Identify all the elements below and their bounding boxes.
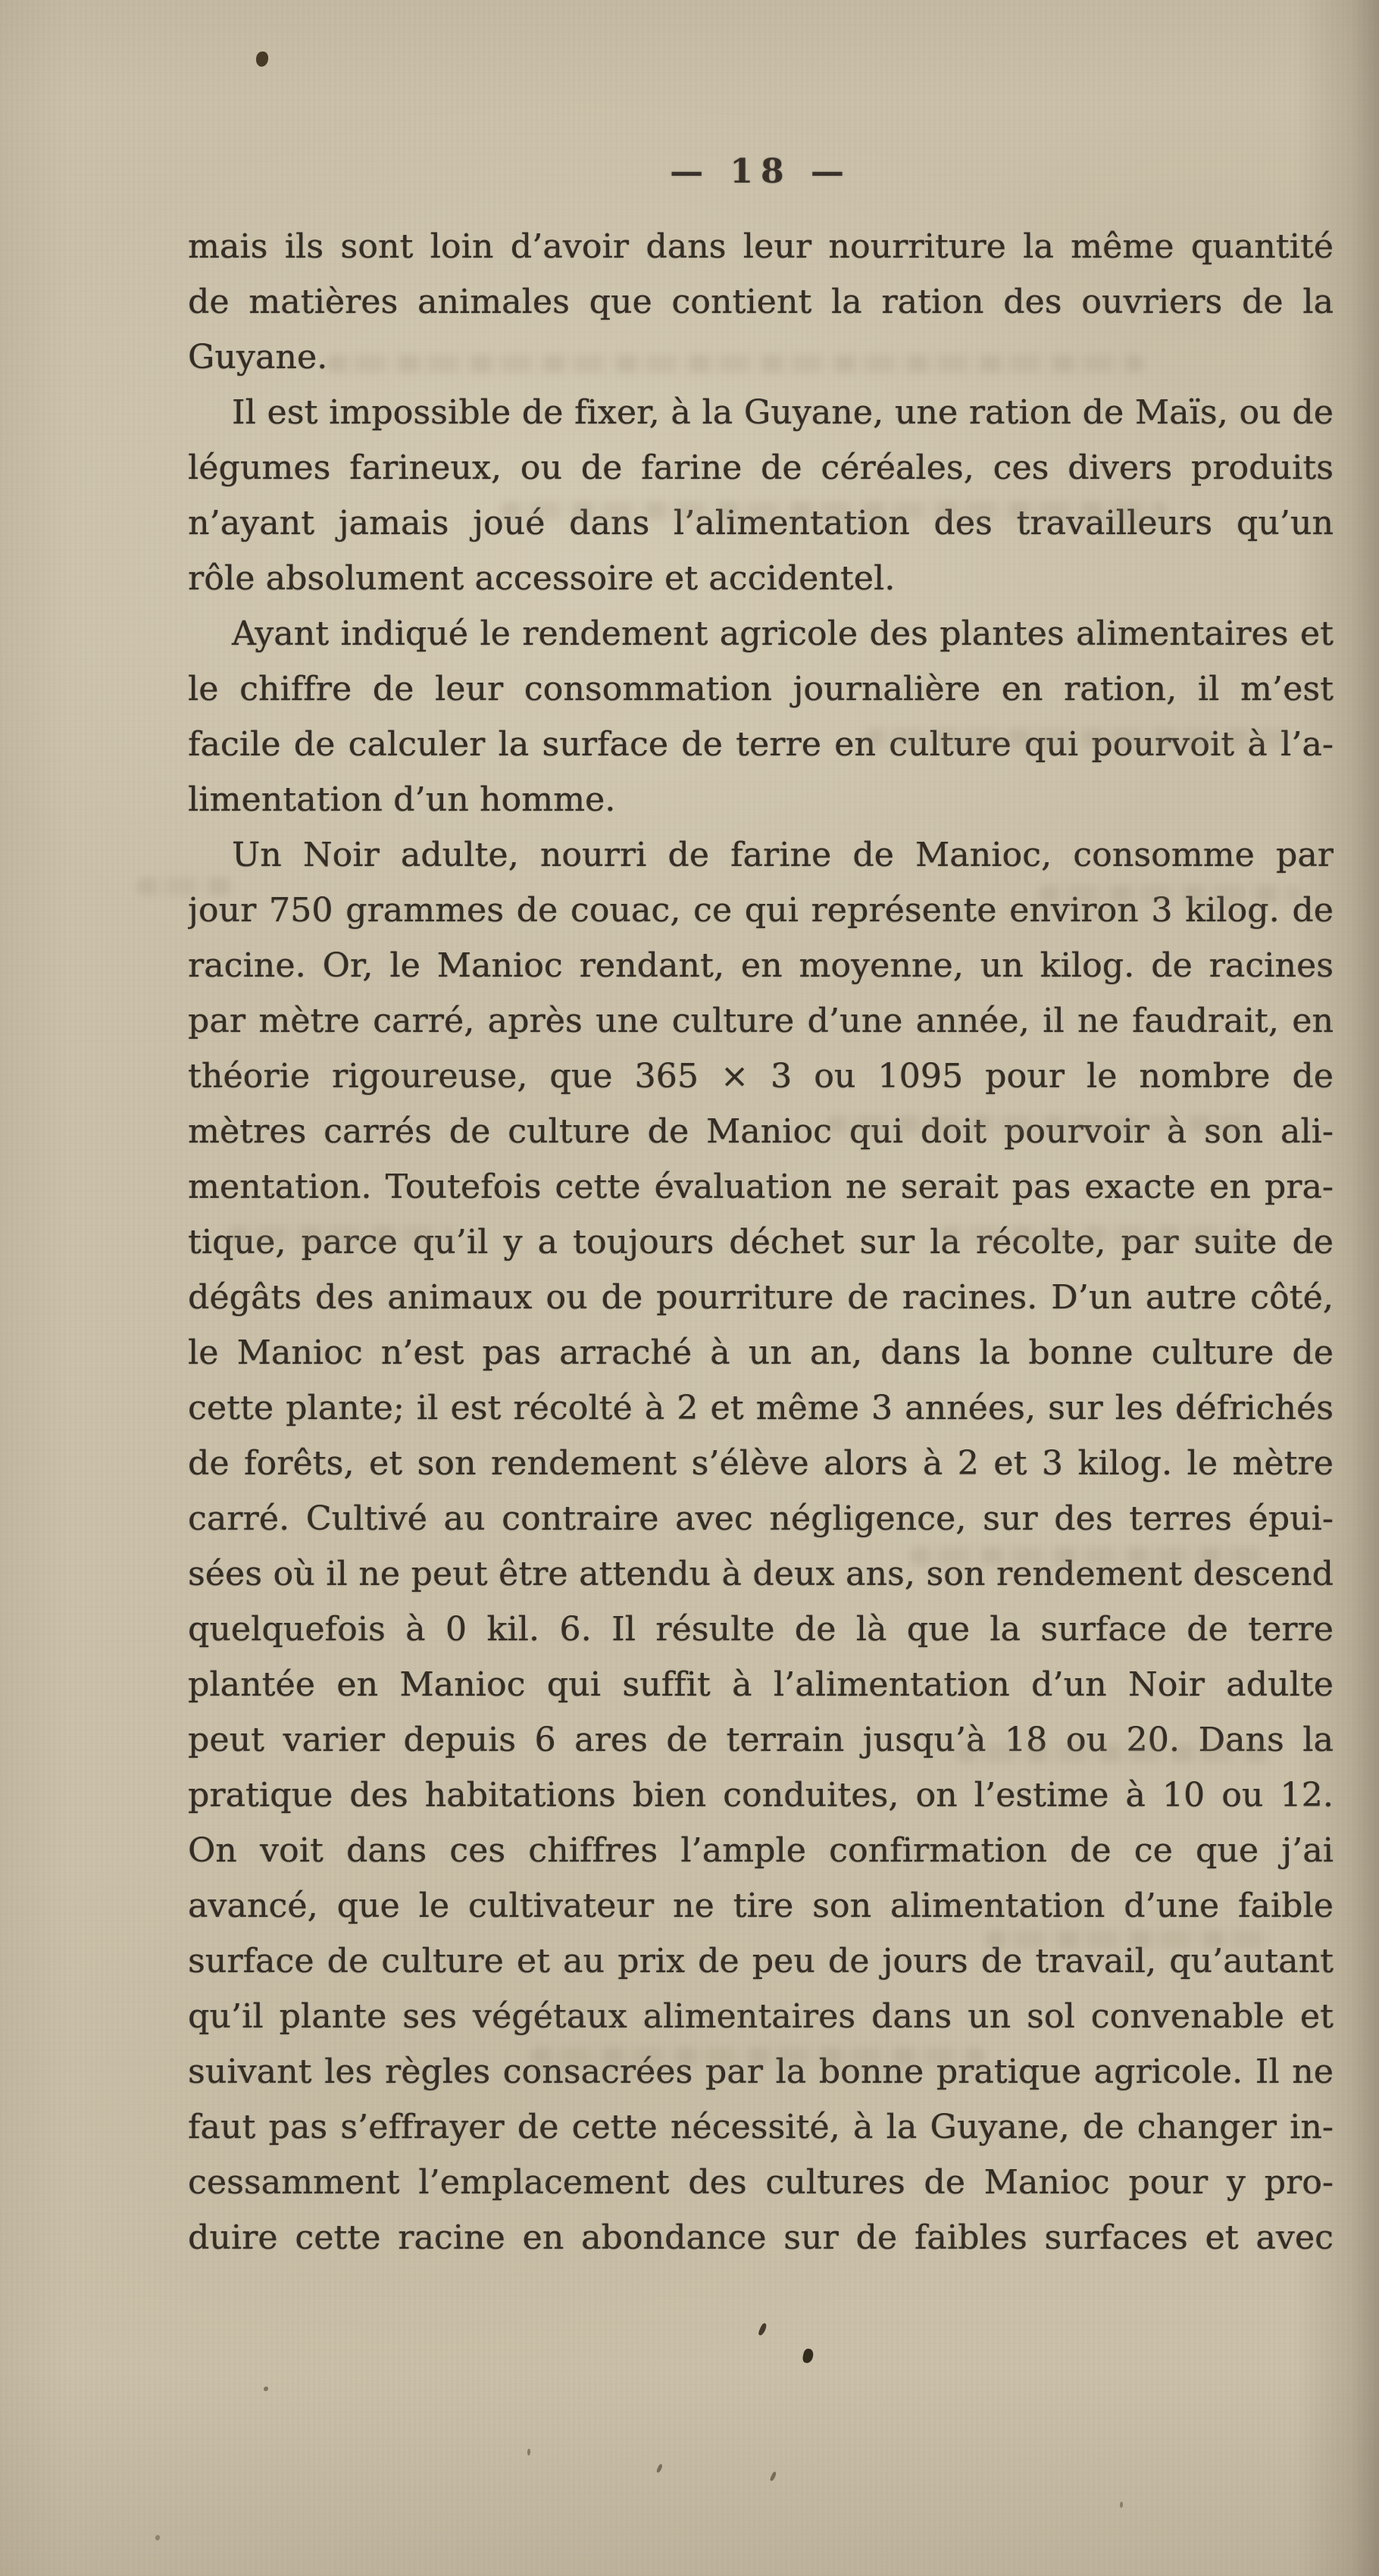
ink-spot bbox=[256, 52, 268, 67]
bleedthrough-smudge bbox=[955, 1744, 1273, 1762]
text-line-25: sées où il ne peut être attendu à deux ans, son rendement descend bbox=[188, 1555, 1334, 1593]
text-line-19: tique, parce qu’il y a toujours déchet sur la récolte, par suite de bbox=[188, 1223, 1334, 1261]
bleedthrough-smudge bbox=[326, 355, 1144, 373]
ink-spot bbox=[802, 2348, 815, 2364]
text-line-37: duire cette racine en abondance sur de faibles surfaces et avec bbox=[188, 2218, 1334, 2257]
text-line-17: mètres carrés de culture de Manioc qui doit pourvoir à son ali- bbox=[188, 1112, 1334, 1151]
text-line-13: jour 750 grammes de couac, ce qui représente environ 3 kilog. de bbox=[188, 891, 1334, 930]
ink-spot bbox=[527, 2449, 530, 2456]
text-line-9: le chiffre de leur consommation journalière en ration, il m’est bbox=[188, 670, 1334, 708]
bleedthrough-smudge bbox=[530, 2047, 985, 2065]
text-line-33: qu’il plante ses végétaux alimentaires dans un sol convenable et bbox=[188, 1997, 1334, 2036]
text-line-31: avancé, que le cultivateur ne tire son alimentation d’une faible bbox=[188, 1887, 1334, 1925]
text-line-5: légumes farineux, ou de farine de céréales, ces divers produits bbox=[188, 449, 1334, 487]
text-line-8: Ayant indiqué le rendement agricole des plantes alimentaires et bbox=[232, 614, 1334, 653]
bleedthrough-smudge bbox=[227, 1226, 455, 1244]
text-line-34: suivant les règles consacrées par la bonne pratique agricole. Il ne bbox=[188, 2052, 1334, 2091]
bleedthrough-smudge bbox=[826, 1115, 1250, 1133]
text-line-32: surface de culture et au prix de peu de jours de travail, qu’autant bbox=[188, 1942, 1334, 1980]
text-line-14: racine. Or, le Manioc rendant, en moyenne, un kilog. de racines bbox=[188, 946, 1334, 985]
bleedthrough-smudge bbox=[940, 1226, 1265, 1244]
text-line-16: théorie rigoureuse, que 365 × 3 ou 1095 pour le nombre de bbox=[188, 1057, 1334, 1096]
text-line-24: carré. Cultivé au contraire avec négligence, sur des terres épui- bbox=[188, 1499, 1334, 1538]
text-line-11: limentation d’un homme. bbox=[188, 780, 616, 819]
text-line-10: facile de calculer la surface de terre en culture qui pourvoit à l’a- bbox=[188, 725, 1334, 764]
text-line-29: pratique des habitations bien conduites, on l’estime à 10 ou 12. bbox=[188, 1776, 1334, 1815]
bleedthrough-smudge bbox=[1038, 885, 1303, 903]
text-line-26: quelquefois à 0 kil. 6. Il résulte de là que la surface de terre bbox=[188, 1610, 1334, 1649]
text-line-6: n’ayant jamais joué dans l’alimentation des travailleurs qu’un bbox=[188, 504, 1334, 542]
text-line-4: Il est impossible de fixer, à la Guyane, une ration de Maïs, ou de bbox=[232, 393, 1334, 432]
text-line-20: dégâts des animaux ou de pourriture de racines. D’un autre côté, bbox=[188, 1278, 1334, 1317]
text-line-7: rôle absolument accessoire et accidentel. bbox=[188, 559, 896, 598]
ink-spot bbox=[758, 2322, 768, 2336]
text-line-27: plantée en Manioc qui suffit à l’alimentation d’un Noir adulte bbox=[188, 1665, 1334, 1704]
text-line-23: de forêts, et son rendement s’élève alors à 2 et 3 kilog. le mètre bbox=[188, 1444, 1334, 1483]
text-line-28: peut varier depuis 6 ares de terrain jusqu’à 18 ou 20. Dans la bbox=[188, 1721, 1334, 1759]
text-line-1: mais ils sont loin d’avoir dans leur nourriture la même quantité bbox=[188, 227, 1334, 266]
ink-spot bbox=[1120, 2502, 1123, 2508]
ink-spot bbox=[770, 2471, 777, 2482]
bleedthrough-smudge bbox=[864, 729, 1288, 747]
text-line-22: cette plante; il est récolté à 2 et même 3 années, sur les défrichés bbox=[188, 1389, 1334, 1427]
page-number: — 18 — bbox=[670, 152, 852, 191]
text-line-36: cessamment l’emplacement des cultures de Manioc pour y pro- bbox=[188, 2163, 1334, 2202]
text-line-18: mentation. Toutefois cette évaluation ne serait pas exacte en pra- bbox=[188, 1168, 1334, 1206]
ink-spot bbox=[155, 2535, 160, 2540]
bleedthrough-smudge bbox=[136, 877, 235, 896]
text-line-2: de matières animales que contient la ration des ouvriers de la bbox=[188, 283, 1334, 321]
text-line-35: faut pas s’effrayer de cette nécessité, à la Guyane, de changer in- bbox=[188, 2108, 1334, 2146]
bleedthrough-smudge bbox=[985, 1930, 1273, 1949]
ink-spot bbox=[264, 2387, 268, 2391]
text-line-15: par mètre carré, après une culture d’une année, il ne faudrait, en bbox=[188, 1002, 1334, 1040]
text-line-30: On voit dans ces chiffres l’ample confirmation de ce que j’ai bbox=[188, 1831, 1334, 1870]
bleedthrough-smudge bbox=[500, 502, 1167, 520]
ink-spot bbox=[656, 2464, 663, 2474]
text-line-21: le Manioc n’est pas arraché à un an, dans la bonne culture de bbox=[188, 1333, 1334, 1372]
text-line-12: Un Noir adulte, nourri de farine de Manioc, consomme par bbox=[232, 836, 1334, 874]
bleedthrough-smudge bbox=[909, 1547, 1273, 1565]
text-line-3: Guyane. bbox=[188, 338, 328, 377]
